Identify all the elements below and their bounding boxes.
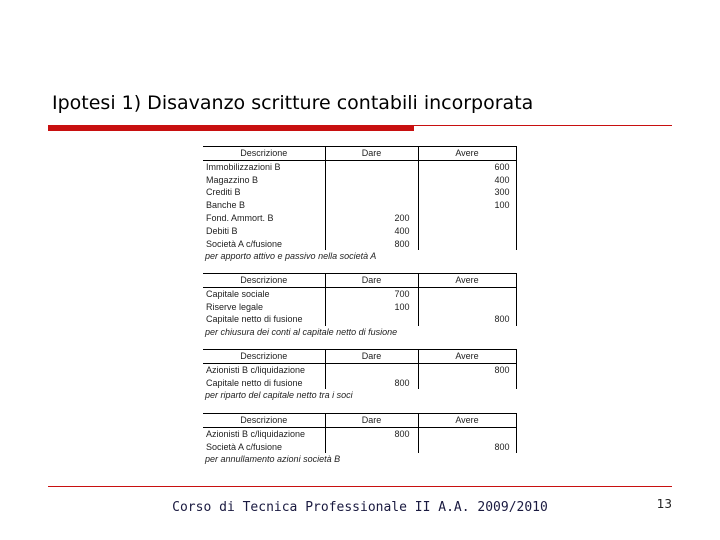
row-dare [325,186,418,199]
header-avere: Avere [418,414,516,428]
row-desc: Società A c/fusione [203,238,325,251]
header-descrizione: Descrizione [203,274,325,288]
header-descrizione: Descrizione [203,350,325,364]
table-row [203,174,516,187]
journal-entry-4 [203,413,516,465]
row-dare: 800 [325,238,418,251]
header-descrizione: Descrizione [203,414,325,428]
row-avere: 400 [418,174,516,187]
table-row [203,238,516,251]
table-row [203,186,516,199]
row-avere [418,212,516,225]
row-avere [418,301,516,314]
row-dare: 700 [325,287,418,300]
journal-entry-2 [203,273,516,338]
row-desc: Azionisti B c/liquidazione [203,363,325,376]
table-row [203,287,516,300]
row-desc: Società A c/fusione [203,441,325,454]
entry-table [203,273,517,326]
row-dare: 400 [325,225,418,238]
title-underline-thick [48,125,414,131]
footer-divider [48,486,672,487]
entry-header-row [203,274,516,288]
header-dare: Dare [325,147,418,161]
entry-header-row [203,147,516,161]
entry-table [203,349,517,389]
row-avere: 800 [418,441,516,454]
header-avere: Avere [418,147,516,161]
table-row [203,301,516,314]
header-descrizione: Descrizione [203,147,325,161]
entry-table [203,146,517,250]
header-dare: Dare [325,274,418,288]
entry-table [203,413,517,453]
table-row [203,160,516,173]
row-dare [325,441,418,454]
row-dare [325,160,418,173]
row-avere: 800 [418,313,516,326]
row-dare [325,199,418,212]
row-desc: Fond. Ammort. B [203,212,325,225]
journal-entry-1 [203,146,516,262]
footer-course-title: Corso di Tecnica Professionale II A.A. 2009/2010 [172,500,548,515]
row-avere: 600 [418,160,516,173]
header-avere: Avere [418,274,516,288]
entry-header-row [203,350,516,364]
row-avere [418,238,516,251]
row-desc: Immobilizzazioni B [203,160,325,173]
title-underline-thin [414,125,672,126]
row-dare [325,174,418,187]
entry-note: per annullamento azioni società B [205,454,341,465]
row-desc: Capitale netto di fusione [203,377,325,390]
row-avere [418,377,516,390]
row-avere [418,225,516,238]
header-dare: Dare [325,350,418,364]
table-row [203,212,516,225]
row-avere [418,427,516,440]
row-avere: 800 [418,363,516,376]
row-desc: Riserve legale [203,301,325,314]
table-row [203,313,516,326]
journal-entry-3 [203,349,516,401]
row-desc: Debiti B [203,225,325,238]
table-row [203,225,516,238]
row-avere [418,287,516,300]
row-dare [325,313,418,326]
row-desc: Azionisti B c/liquidazione [203,427,325,440]
row-dare [325,363,418,376]
row-desc: Banche B [203,199,325,212]
row-avere: 300 [418,186,516,199]
row-desc: Capitale netto di fusione [203,313,325,326]
entry-note: per riparto del capitale netto tra i soci [205,390,353,401]
entry-note: per apporto attivo e passivo nella società A [205,251,377,262]
header-avere: Avere [418,350,516,364]
row-desc: Capitale sociale [203,287,325,300]
table-row [203,427,516,440]
table-row [203,441,516,454]
row-avere: 100 [418,199,516,212]
entry-note: per chiusura dei conti al capitale netto di fusione [205,327,398,338]
row-dare: 100 [325,301,418,314]
entry-header-row [203,414,516,428]
table-row [203,377,516,390]
slide-title: Ipotesi 1) Disavanzo scritture contabili incorporata [52,92,534,114]
row-desc: Crediti B [203,186,325,199]
table-row [203,363,516,376]
table-row [203,199,516,212]
row-dare: 800 [325,377,418,390]
row-desc: Magazzino B [203,174,325,187]
row-dare: 200 [325,212,418,225]
header-dare: Dare [325,414,418,428]
page-number: 13 [656,497,672,511]
row-dare: 800 [325,427,418,440]
